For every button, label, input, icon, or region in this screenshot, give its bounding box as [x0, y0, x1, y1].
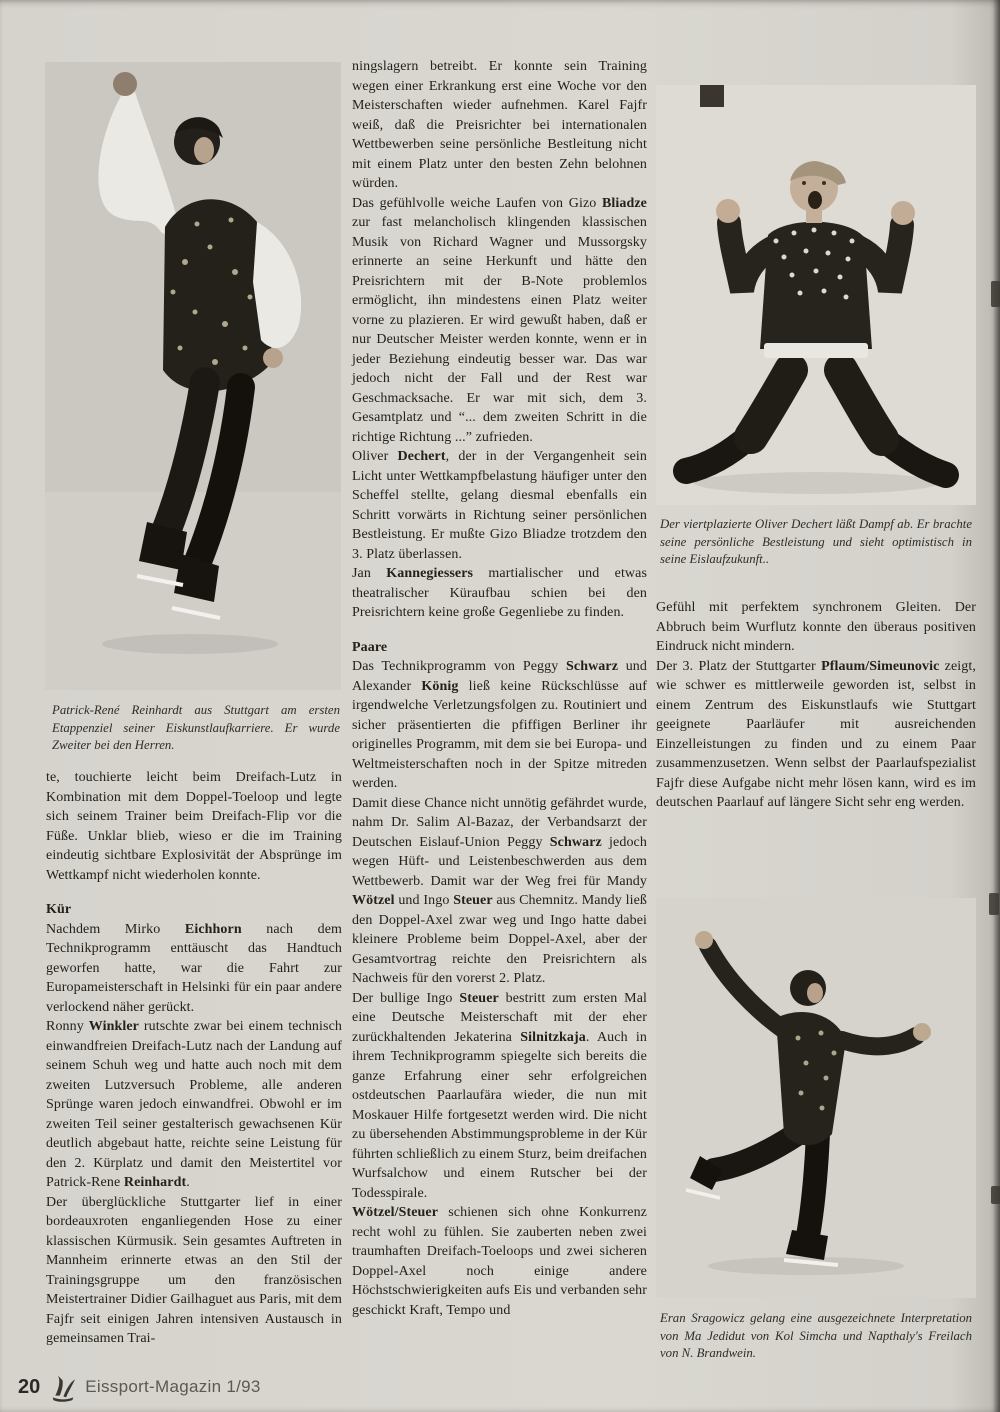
page-footer — [18, 1372, 261, 1402]
photo-caption-reinhardt: Patrick-René Reinhardt aus Stuttgart am ersten Etappenziel seiner Eiskunstlaufkarriere. Er wurde Zweiter bei den Herren. — [52, 703, 340, 752]
paragraph: Damit diese Chance nicht unnötig gefährdet wurde, nahm Dr. Salim Al-Bazaz, der Verbandsarzt der Deutschen Eislauf-Union Peggy Schwarz jedoch wegen Hüft- und Leistenbeschwerden aus dem Wettbewerb. Damit war der Weg frei für Mandy Wötzel und Ingo Steuer aus Chemnitz. Mandy ließ den Doppel-Axel zwar weg und Ingo hatte dabei kleinere Probleme beim Doppel-Axel, aber der Gesamtvortrag reichte den Preisrichtern als Nachweis für den vorerst 2. Platz. — [352, 795, 647, 986]
paragraph: Das Technikprogramm von Peggy Schwarz und Alexander König ließ keine Rückschlüsse auf irgendwelche Verletzungsfolgen zu. Routiniert und sicher präsentierten die pfiffigen Berliner ihr originelles Programm, mit dem sie bei Europa- und Weltmeisterschaften noch in der Spitze mitreden werden. — [352, 659, 647, 791]
paragraph: Gefühl mit perfektem synchronem Gleiten. Der Abbruch beim Wurflutz konnte den überaus positiven Eindruck nicht mindern. — [656, 600, 976, 654]
paragraph: Oliver Dechert, der in der Vergangenheit sein Licht unter Wettkampfbelastung häufiger unter den Scheffel stellte, gelang diesmal ebenfalls ein Schritt vorwärts in Richtung seiner persönlichen Bestleistung. Er mußte Gizo Bliadze trotzdem den 3. Platz überlassen. — [352, 449, 647, 562]
magazine-logo-icon — [49, 1373, 76, 1402]
paragraph: ningslagern betreibt. Er konnte sein Training wegen einer Erkrankung erst eine Woche vor den Meisterschaften wieder aufnehmen. Karel Fajfr weiß, daß die Preisrichter bei internationalen Wettbewerben seine persönliche Bestleitung nicht mit einem Platz unter den besten Zehn belohnen würden. — [352, 59, 647, 191]
scan-mark — [991, 1186, 1000, 1204]
section-heading-paare: Paare — [352, 639, 388, 655]
paragraph: Nachdem Mirko Eichhorn nach dem Technikprogramm enttäuscht das Handtuch geworfen hatte, war die Fahrt zur Europameisterschaft in Helsinki für ein paar andere verlockend näher gerückt. — [46, 921, 342, 1015]
section-heading-kuer: Kür — [46, 902, 72, 917]
paragraph: Jan Kannegiessers martialischer und etwas theatralischer Küraufbau schien bei den Preisrichtern keine große Gegenliebe zu finden. — [352, 566, 648, 620]
paragraph: Wötzel/Steuer schienen sich ohne Konkurrenz recht wohl zu fühlen. Sie zauberten neben zwei traumhaften Dreifach-Toeloops und zwei sicheren Doppel-Axel noch einige andere Höchstschwierigkeiten aufs Eis und verbanden sehr geschickt Kraft, Tempo und — [352, 1205, 647, 1318]
article-column-right — [656, 598, 976, 813]
article-column-middle — [352, 57, 647, 1320]
skater-gliding-illustration — [656, 898, 976, 1298]
paragraph: Ronny Winkler rutschte zwar bei einem technisch einwandfreien Dreifach-Lutz nach der Landung auf seinem Schuh weg und hatte auch noch mit dem zweiten Lutzversuch Probleme, alle anderen Sprünge waren jedoch einwandfrei. Obwohl er im zweiten Teil seiner gestalterisch gewachsenen Kür deutlich abgebaut hatte, reichte seine Leistung für den 2. Kürplatz und damit den Meistertitel vor Patrick-Rene Reinhardt. — [46, 1019, 342, 1190]
article-column-left — [46, 768, 342, 1349]
photo-caption-dechert: Der viertplazierte Oliver Dechert läßt Dampf ab. Er brachte seine persönliche Bestleistung und sieht optimistisch in seine Eislaufzukunft.. — [660, 517, 972, 566]
page-number: 20 — [18, 1375, 41, 1398]
photo-reinhardt — [45, 62, 341, 690]
scan-mark — [989, 893, 999, 915]
paragraph: Das gefühlvolle weiche Laufen von Gizo Bliadze zur fast melancholisch klingenden klassischen Musik von Richard Wagner und Mussorgsky erinnerte an seine Herkunft und hätte den Preisrichtern mit der B-Note problemlos ermöglicht, ihn mindestens einen Platz weiter vorne zu plazieren. Er wird gewußt haben, daß er nur Deutscher Meister werden konnte, wenn er in jeder Beziehung eindeutig besser war. Das war jedoch nicht der Fall und der Rest war Geschmacksache. Er war mit sich, dem 3. Gesamtplatz und “... dem zweiten Schritt in die richtige Richtung ...” zufrieden. — [352, 195, 647, 445]
paragraph: Der überglückliche Stuttgarter lief in einer bordeauxroten enganliegenden Hose zu einer klassischen Kürmusik. Sein gesamtes Auftreten in Mannheim erinnerte etwas an den Stil der Trainingsgruppe um den französischen Meistertrainer Didier Gailhaguet aus Paris, mit dem Fajfr seit einigen Jahren intensiven Austausch in gemeinsamen Trai- — [46, 1194, 342, 1346]
paragraph: Der 3. Platz der Stuttgarter Pflaum/Simeunovic zeigt, wie schwer es mittlerweile geworden ist, selbst in einem Zentrum des Eiskunstlaufs wie Stuttgart geeignete Paarläufer mit ausreichenden Einzelleistungen zu finden und zu einem Paar zusammenzusetzen. Wenn selbst der Paarlaufspezialist Fajfr diese Aufgabe nicht mehr lösen kann, wird es im deutschen Paarlauf auf längere Sicht sehr eng werden. — [656, 658, 976, 810]
paragraph: Der bullige Ingo Steuer bestritt zum ersten Mal eine Deutsche Meisterschaft mit der eher zurückhaltenden Jekaterina Silnitzkaja. Auch in ihrem Technikprogramm spiegelte sich bereits die ganze Erfahrung einer sehr erfolgreichen ostdeutschen Paarlaufära wieder, die nun mit Moskauer Hilfe fortgesetzt werden wird. Die nicht zu übersehenden Abstimmungsprobleme in der Kür führten schließlich zu einem Sturz, beim dreifachen Wurfsalchow und einem Rutscher bei der Todesspirale. — [352, 990, 647, 1201]
photo-sragowicz — [656, 898, 976, 1298]
scan-mark — [991, 281, 1000, 307]
paragraph: te, touchierte leicht beim Dreifach-Lutz in Kombination mit dem Doppel-Toeloop und legte sich seinem Trainer beim Dreifach-Flip vor die Füße. Unklar blieb, wieso er die im Training eindeutig sichtbare Explosivität der Absprünge im Wettkampf nicht wiederholen konnte. — [46, 770, 342, 883]
magazine-title: Eissport-Magazin 1/93 — [85, 1377, 261, 1396]
photo-caption-sragowicz: Eran Sragowicz gelang eine ausgezeichnete Interpretation von Ma Jedidut von Kol Simcha und Napthaly's Freilach von N. Brandwein. — [660, 1311, 972, 1360]
photo-dechert — [656, 85, 976, 505]
skater-kneeling-illustration — [656, 85, 976, 505]
skater-standing-illustration — [45, 62, 341, 690]
